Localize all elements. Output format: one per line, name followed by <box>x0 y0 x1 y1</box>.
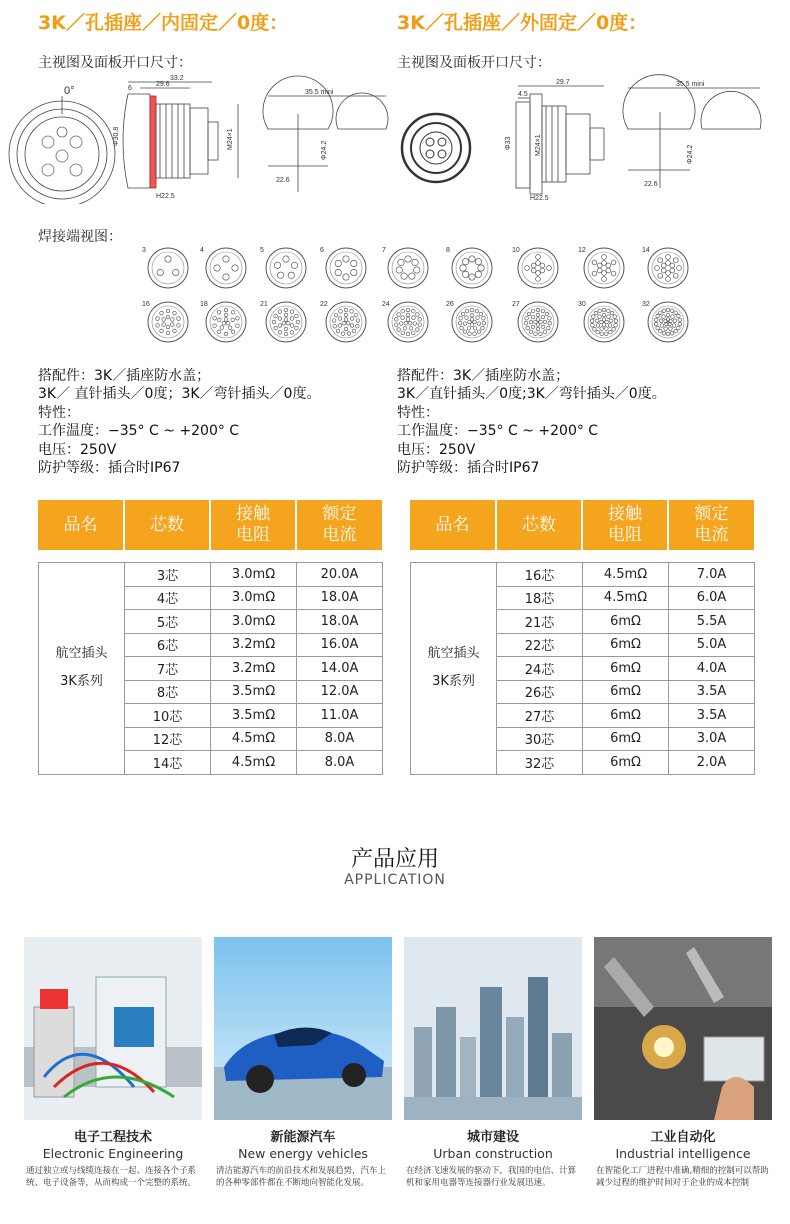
dim-29-7: 29.7 <box>556 79 570 86</box>
angle-label: 0° <box>64 85 75 97</box>
app-card-title: 电子工程技术 <box>73 1130 152 1145</box>
pin-count-label: 12 <box>578 247 586 254</box>
pin-count-label: 18 <box>200 301 208 308</box>
current-cell: 14.0A <box>297 657 383 681</box>
pin-count-label: 27 <box>512 301 520 308</box>
app-card-english: New energy vehicles <box>238 1146 368 1161</box>
dim-m24: M24×1 <box>227 128 234 150</box>
table-row <box>411 563 755 587</box>
cores-cell: 18芯 <box>497 586 583 610</box>
pin-count-label: 16 <box>142 301 150 308</box>
dim-m24-right: M24×1 <box>535 134 542 156</box>
pin-layout-21 <box>260 301 306 342</box>
pin-layout-16 <box>142 301 188 342</box>
current-cell: 6.0A <box>669 586 755 610</box>
cores-cell: 14芯 <box>125 751 211 775</box>
right-table-header <box>410 500 754 550</box>
header-contact-resistance: 接触 电阻 <box>582 500 668 550</box>
panel-diameter-right: Φ24.2 <box>687 144 694 164</box>
pin-layout-3 <box>142 247 188 288</box>
cores-cell: 5芯 <box>125 610 211 634</box>
pin-count-label: 8 <box>446 247 450 254</box>
pin-count-label: 7 <box>382 247 386 254</box>
pin-count-label: 14 <box>642 247 650 254</box>
pin-layout-12 <box>578 247 624 288</box>
pin-count-label: 26 <box>446 301 454 308</box>
header-contact-resistance: 接触 电阻 <box>210 500 296 550</box>
resistance-cell: 6mΩ <box>583 633 669 657</box>
current-cell: 8.0A <box>297 727 383 751</box>
pin-layout-10 <box>512 247 558 288</box>
applications-title: 产品应用 <box>350 847 439 872</box>
app-card-description: 在智能化工厂进程中准确,精细的控制可以帮助减少过程的维护时间对于企业的成本控制 <box>596 1166 769 1188</box>
left-spec-line: 防护等级：插合时IP67 <box>38 460 181 477</box>
pin-count-label: 22 <box>320 301 328 308</box>
app-card-english: Urban construction <box>433 1146 553 1161</box>
pin-count-label: 21 <box>260 301 268 308</box>
left-specs <box>38 367 388 477</box>
right-spec-line: 3K／直针插头／0度;3K／弯针插头／0度。 <box>397 386 666 403</box>
left-drawing-subtitle: 主视图及面板开口尺寸： <box>38 55 192 71</box>
pin-count-label: 32 <box>642 301 650 308</box>
pin-count-label: 24 <box>382 301 390 308</box>
app-card-english: Industrial intelligence <box>615 1146 751 1161</box>
right-spec-line: 工作温度：−35° C ~ +200° C <box>397 423 599 440</box>
app-card-description: 清洁能源汽车的前沿技术和发展趋势，汽车上的各种零部件都在不断地向智能化发展。 <box>216 1166 387 1188</box>
pin-count-label: 3 <box>142 247 146 254</box>
left-spec-table <box>38 562 383 775</box>
cores-cell: 21芯 <box>497 610 583 634</box>
right-technical-drawing <box>396 74 790 204</box>
right-spec-line: 特性： <box>397 404 439 421</box>
dim-d33: Φ33 <box>505 136 512 150</box>
product-name-cell: 航空插头 3K系列 <box>39 563 125 775</box>
current-cell: 2.0A <box>669 751 755 775</box>
resistance-cell: 4.5mΩ <box>211 727 297 751</box>
cores-cell: 12芯 <box>125 727 211 751</box>
current-cell: 18.0A <box>297 610 383 634</box>
pin-layout-27 <box>512 301 558 342</box>
app-card-english: Electronic Engineering <box>42 1146 184 1161</box>
right-spec-line: 电压：250V <box>397 441 476 458</box>
industrial-intelligence-image <box>594 937 772 1120</box>
pin-layout-32 <box>642 301 688 342</box>
right-spec-line: 搭配件：3K／插座防水盖； <box>397 368 570 384</box>
left-section-title: 3K／孔插座／内固定／0度： <box>38 12 289 34</box>
cores-cell: 27芯 <box>497 704 583 728</box>
right-spec-line: 防护等级：插合时IP67 <box>397 460 540 477</box>
pin-layout-7 <box>382 247 428 288</box>
cores-cell: 26芯 <box>497 680 583 704</box>
resistance-cell: 3.2mΩ <box>211 657 297 681</box>
pin-count-label: 5 <box>260 247 264 254</box>
app-card-title: 新能源汽车 <box>270 1130 336 1145</box>
resistance-cell: 6mΩ <box>583 704 669 728</box>
current-cell: 18.0A <box>297 586 383 610</box>
app-card-title: 城市建设 <box>466 1130 519 1145</box>
panel-height-right: 22.6 <box>644 181 658 188</box>
electronic-engineering-image <box>24 937 202 1120</box>
header-cores: 芯数 <box>124 500 210 550</box>
resistance-cell: 4.5mΩ <box>583 563 669 587</box>
app-card-industrial <box>594 937 772 1189</box>
right-drawing-subtitle: 主视图及面板开口尺寸： <box>397 55 551 71</box>
header-product: 品名 <box>38 500 124 550</box>
cores-cell: 22芯 <box>497 633 583 657</box>
right-specs <box>397 367 777 477</box>
cores-cell: 7芯 <box>125 657 211 681</box>
dim-6: 6 <box>128 85 132 92</box>
left-spec-line: 电压：250V <box>38 441 117 458</box>
urban-construction-image <box>404 937 582 1120</box>
left-spec-line: 特性： <box>38 404 80 421</box>
app-card-description: 通过独立或与线缆连接在一起、连接各个子系统、电子设备等，从而构成一个完整的系统。 <box>26 1166 197 1188</box>
panel-width: 35.5 mini <box>305 89 334 96</box>
applications-subtitle: APPLICATION <box>344 872 446 888</box>
right-spec-table <box>410 562 755 775</box>
current-cell: 3.0A <box>669 727 755 751</box>
current-cell: 5.5A <box>669 610 755 634</box>
header-rated-current: 额定 电流 <box>296 500 382 550</box>
cores-cell: 4芯 <box>125 586 211 610</box>
app-card-description: 在经济飞速发展的驱动下，我国的电信、计算机和家用电器等连接器行业发展迅速。 <box>406 1166 577 1188</box>
cores-cell: 8芯 <box>125 680 211 704</box>
resistance-cell: 6mΩ <box>583 610 669 634</box>
current-cell: 5.0A <box>669 633 755 657</box>
current-cell: 7.0A <box>669 563 755 587</box>
cores-cell: 24芯 <box>497 657 583 681</box>
new-energy-vehicles-image <box>214 937 392 1120</box>
cores-cell: 16芯 <box>497 563 583 587</box>
current-cell: 3.5A <box>669 704 755 728</box>
app-card-title: 工业自动化 <box>650 1130 716 1145</box>
header-product: 品名 <box>410 500 496 550</box>
header-rated-current: 额定 电流 <box>668 500 754 550</box>
pin-layout-26 <box>446 301 492 342</box>
dim-4-5: 4.5 <box>518 91 528 98</box>
dim-h22-5-right: H22.5 <box>530 195 549 202</box>
resistance-cell: 3.5mΩ <box>211 704 297 728</box>
cores-cell: 32芯 <box>497 751 583 775</box>
panel-height: 22.6 <box>276 177 290 184</box>
app-card-electronic <box>24 937 202 1189</box>
left-table-header <box>38 500 382 550</box>
pin-count-label: 10 <box>512 247 520 254</box>
pin-layout-4 <box>200 247 246 288</box>
dim-h22-5: H22.5 <box>156 193 175 200</box>
product-name-cell: 航空插头 3K系列 <box>411 563 497 775</box>
current-cell: 12.0A <box>297 680 383 704</box>
pin-count-label: 4 <box>200 247 204 254</box>
current-cell: 11.0A <box>297 704 383 728</box>
resistance-cell: 6mΩ <box>583 727 669 751</box>
cores-cell: 3芯 <box>125 563 211 587</box>
pin-layout-22 <box>320 301 366 342</box>
panel-diameter: Φ24.2 <box>321 140 328 160</box>
current-cell: 20.0A <box>297 563 383 587</box>
resistance-cell: 3.0mΩ <box>211 586 297 610</box>
app-card-urban <box>404 937 582 1189</box>
dim-29-6: 29.6 <box>156 81 170 88</box>
pin-layout-8 <box>446 247 492 288</box>
current-cell: 16.0A <box>297 633 383 657</box>
app-card-vehicles <box>214 937 392 1189</box>
current-cell: 8.0A <box>297 751 383 775</box>
resistance-cell: 3.5mΩ <box>211 680 297 704</box>
pin-layout-5 <box>260 247 306 288</box>
table-row <box>39 563 383 587</box>
resistance-cell: 6mΩ <box>583 680 669 704</box>
resistance-cell: 3.0mΩ <box>211 563 297 587</box>
left-technical-drawing <box>0 74 390 204</box>
resistance-cell: 6mΩ <box>583 657 669 681</box>
pin-layout-14 <box>642 247 688 288</box>
resistance-cell: 4.5mΩ <box>583 586 669 610</box>
panel-width-right: 35.5 mini <box>676 81 705 88</box>
pin-layout-6 <box>320 247 366 288</box>
resistance-cell: 6mΩ <box>583 751 669 775</box>
pin-layout-24 <box>382 301 428 342</box>
dim-d30-8: Φ30.8 <box>113 126 120 146</box>
cores-cell: 6芯 <box>125 633 211 657</box>
resistance-cell: 3.2mΩ <box>211 633 297 657</box>
header-cores: 芯数 <box>496 500 582 550</box>
current-cell: 3.5A <box>669 680 755 704</box>
resistance-cell: 3.0mΩ <box>211 610 297 634</box>
right-section-title: 3K／孔插座／外固定／0度： <box>397 12 648 34</box>
left-spec-line: 工作温度：−35° C ~ +200° C <box>38 423 240 440</box>
weld-view-title: 焊接端视图： <box>38 229 122 245</box>
pin-layout-30 <box>578 301 624 342</box>
left-spec-line: 3K／ 直针插头／0度；3K／弯针插头／0度。 <box>38 386 321 403</box>
dim-33-2: 33.2 <box>170 75 184 82</box>
cores-cell: 30芯 <box>497 727 583 751</box>
cores-cell: 10芯 <box>125 704 211 728</box>
pin-layout-18 <box>200 301 246 342</box>
pin-layout-diagrams <box>130 238 700 350</box>
pin-count-label: 30 <box>578 301 586 308</box>
resistance-cell: 4.5mΩ <box>211 751 297 775</box>
current-cell: 4.0A <box>669 657 755 681</box>
pin-count-label: 6 <box>320 247 324 254</box>
left-spec-line: 搭配件：3K／插座防水盖； <box>38 368 211 384</box>
